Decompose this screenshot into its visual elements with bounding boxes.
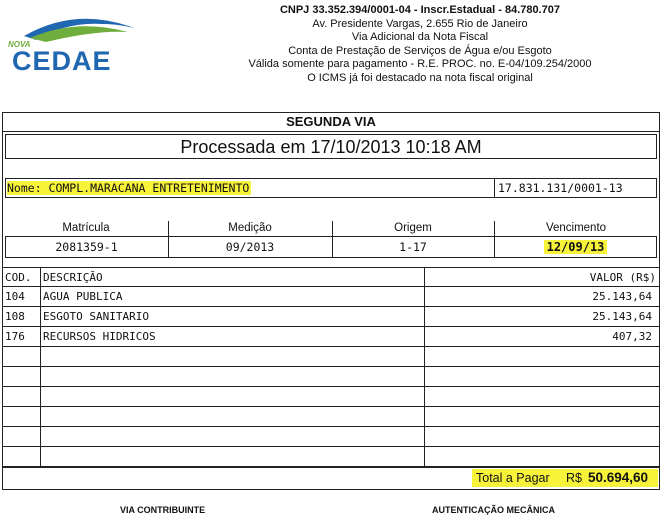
footer-autenticacao: AUTENTICAÇÃO MECÂNICA	[432, 505, 555, 515]
total-value: 50.694,60	[588, 470, 649, 485]
company-address: Av. Presidente Vargas, 2.655 Rio de Janeiro	[312, 17, 528, 30]
table-row	[2, 326, 660, 346]
logo-name: CEDAE	[12, 46, 112, 76]
value-vencimento: 12/09/13	[544, 240, 608, 254]
validity-note: Válida somente para pagamento - R.E. PROC. no. E-04/109.254/2000	[248, 58, 592, 71]
customer-cnpj: 17.831.131/0001-13	[498, 181, 623, 195]
processed-date: Processada em 17/10/2013 10:18 AM	[180, 137, 482, 157]
company-header	[200, 4, 640, 86]
header-matricula: Matrícula	[62, 222, 110, 234]
item-desc: RECURSOS HIDRICOS	[43, 330, 156, 343]
item-desc: ESGOTO SANITARIO	[43, 310, 149, 323]
logo-prefix: NOVA	[8, 40, 31, 49]
total-currency: R$	[566, 471, 582, 485]
cedae-logo	[6, 10, 156, 80]
divider	[2, 131, 660, 132]
item-cod: 104	[5, 290, 25, 303]
info-header-row	[5, 221, 657, 237]
table-row	[2, 446, 660, 466]
table-row	[2, 286, 660, 306]
item-valor: 25.143,64	[592, 310, 652, 323]
table-row	[2, 346, 660, 366]
total-label: Total a Pagar	[476, 471, 550, 485]
table-row	[2, 306, 660, 326]
value-matricula: 2081359-1	[55, 240, 118, 254]
doc-title: SEGUNDA VIA	[286, 114, 376, 129]
table-row	[2, 366, 660, 386]
item-desc: AGUA PUBLICA	[43, 290, 123, 303]
col-descricao: DESCRIÇÃO	[43, 271, 103, 284]
divider	[2, 267, 660, 268]
value-medicao: 09/2013	[225, 240, 275, 254]
item-cod: 176	[5, 330, 25, 343]
company-cnpj: CNPJ 33.352.394/0001-04 - Inscr.Estadual - 84.780.707	[279, 4, 561, 16]
table-row	[2, 386, 660, 406]
value-vencimento-wrap	[494, 238, 657, 256]
divider	[2, 467, 660, 468]
col-valor: VALOR (R$)	[589, 271, 656, 284]
item-valor: 407,32	[612, 330, 652, 343]
account-description: Conta de Prestação de Serviços de Água e/ou Esgoto	[288, 44, 552, 57]
table-row	[2, 426, 660, 446]
col-cod: COD.	[5, 271, 32, 284]
customer-name: Nome: COMPL.MARACANA ENTRETENIMENTO	[7, 181, 250, 195]
value-origem: 1-17	[399, 240, 427, 254]
footer-via-contribuinte: VIA CONTRIBUINTE	[120, 505, 206, 515]
header-medicao: Medição	[228, 222, 272, 234]
table-row	[2, 406, 660, 426]
item-cod: 108	[5, 310, 25, 323]
divider	[494, 178, 495, 198]
item-valor: 25.143,64	[592, 290, 652, 303]
header-origem: Origem	[394, 222, 432, 234]
header-vencimento: Vencimento	[545, 222, 607, 234]
via-note: Via Adicional da Nota Fiscal	[351, 31, 489, 44]
icms-note: O ICMS já foi destacado na nota fiscal original	[307, 71, 533, 84]
